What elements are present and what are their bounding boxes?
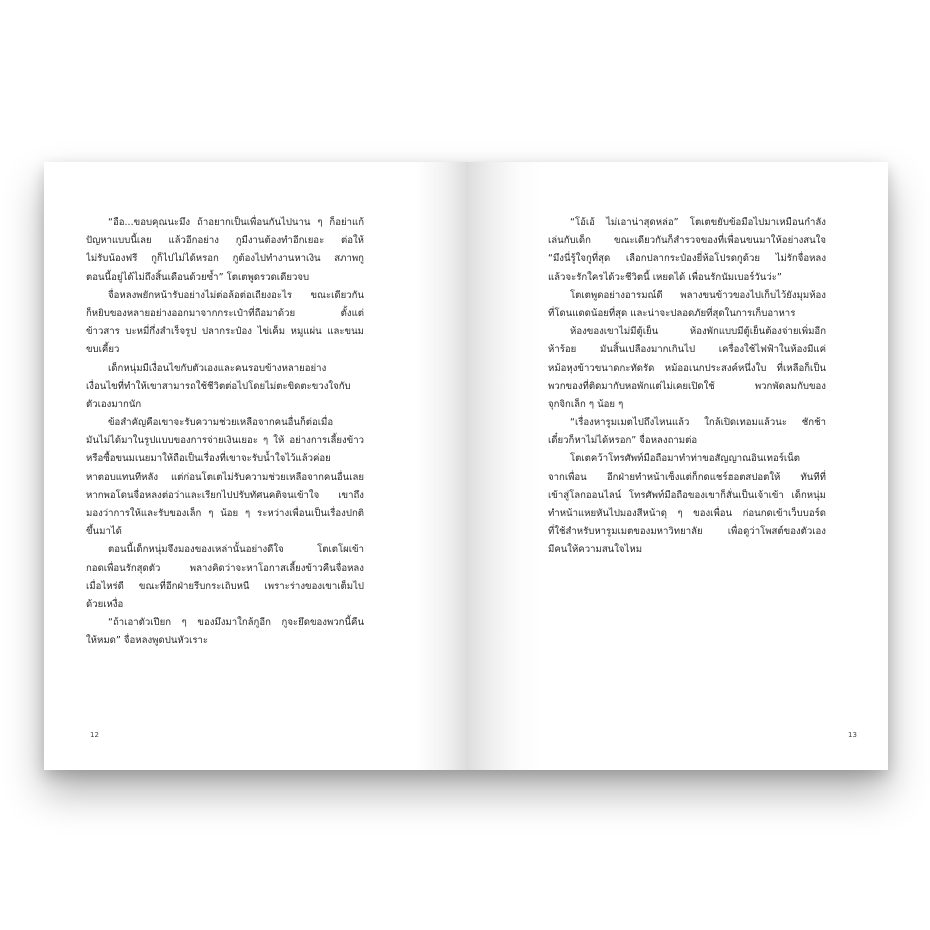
text-line: จุกจิกเล็ก ๆ น้อย ๆ [548, 398, 624, 410]
text-line: เข้าสู่โลกออนไลน์ โทรศัพท์มือถือของเขาก็สั่นเป็นเจ้าเข้า เด็กหนุ่ม [548, 489, 826, 501]
text-line: หากพอโดนจื่อหลงต่อว่าและเรียกไปปรับทัศนคติจนเข้าใจ เขาถึง [86, 489, 364, 501]
text-line: “โอ้เอ้ ไม่เอาน่าสุดหล่อ” โตเตขยับข้อมือไปมาเหมือนกำลัง [570, 217, 826, 228]
text-line: ทำหน้าแหยหันไปมองสีหน้าดุ ๆ ของเพื่อน ก่อนกดเข้าเว็บบอร์ด [548, 508, 826, 519]
text-line: ตัวเองมากนัก [86, 398, 142, 410]
text-line: แล้วจะรักใครได้วะชีวิตนี้ เหยดได้ เพื่อนรักนัมเบอร์วันว่ะ” [548, 271, 782, 283]
text-line: “อือ...ขอบคุณนะมึง ถ้าอยากเป็นเพื่อนกันไปนาน ๆ ก็อย่าแก้ [108, 217, 364, 228]
text-line: ห้องของเขาไม่มีตู้เย็น ห้องพักแบบมีตู้เย็นต้องจ่ายเพิ่มอีก [570, 326, 826, 338]
text-line: หาตอบแทนทีหลัง แต่ก่อนโตเตไม่รับความช่วยเหลือจากคนอื่นเลย [86, 471, 364, 483]
text-line: โตเตคว้าโทรศัพท์มือถือมาทำท่าขอสัญญาณอินเทอร์เน็ต [570, 453, 800, 465]
text-line: “ถ้าเอาตัวเปียก ๆ ของมึงมาใกล้กูอีก กูจะยึดของพวกนี้คืน [108, 617, 364, 629]
open-book [44, 162, 888, 770]
right-page-body-text [548, 214, 826, 560]
text-line: หรือซื้อขนมเนยมาให้ถือเป็นเรื่องที่เขาจะรับน้ำใจไว้แล้วค่อย [86, 453, 331, 465]
text-line: ด้วยเหงื่อ [86, 598, 124, 610]
text-line: “มึงนี่รู้ใจกูที่สุด เลือกปลากระป๋องยี่ห้อโปรดกูด้วย ไม่รักจื่อหลง [548, 253, 826, 265]
text-line: ตอนนี้อยู่ได้ไม่ถึงสิ้นเดือนด้วยซ้ำ” โตเตพูดรวดเดียวจบ [86, 271, 310, 283]
text-line: หม้อหุงข้าวขนาดกะทัดรัด หม้ออเนกประสงค์หนึ่งใบ ที่เหลือก็เป็น [548, 362, 826, 374]
text-line: จื่อหลงพยักหน้ารับอย่างไม่ต่อล้อต่อเถียงอะไร ขณะเดียวกัน [108, 289, 364, 301]
text-line: ขึ้นมาได้ [86, 526, 122, 538]
text-line: ที่ใช้สำหรับหารูมเมตของมหาวิทยาลัย เพื่อดูว่าโพสต์ของตัวเอง [548, 526, 826, 538]
text-line: กอดเพื่อนรักสุดตัว พลางคิดว่าจะหาโอกาสเลี้ยงข้าวคืนจื่อหลง [86, 562, 364, 574]
text-line: ขบเคี้ยว [86, 344, 120, 356]
text-line: มันไม่ได้มาในรูปแบบของการจ่ายเงินเยอะ ๆ ให้ อย่างการเลี้ยงข้าว [86, 435, 364, 447]
left-page [44, 162, 466, 770]
text-line: พวกของที่ติดมากับหอพักแต่ไม่เคยเปิดใช้ พวกพัดลมกับของ [548, 380, 826, 392]
text-line: “เรื่องหารูมเมตไปถึงไหนแล้ว ใกล้เปิดเทอมแล้วนะ ชักช้า [570, 417, 826, 429]
right-page [466, 162, 888, 770]
text-line: เดี๋ยวก็หาไม่ได้หรอก” จื่อหลงถามต่อ [548, 435, 698, 447]
text-line: มองว่าการให้และรับของเล็ก ๆ น้อย ๆ ระหว่างเพื่อนเป็นเรื่องปกติ [86, 508, 364, 519]
text-line: ให้หมด” จื่อหลงพูดปนหัวเราะ [86, 635, 209, 647]
text-line: เงื่อนไขที่ทำให้เขาสามารถใช้ชีวิตต่อไปโดยไม่ตะขิดตะขวงใจกับ [86, 380, 351, 392]
text-line: จากเพื่อน อีกฝ่ายทำหน้าเซ็งแต่ก็กดแชร์ฮอตสปอตให้ ทันทีที่ [548, 471, 826, 483]
right-page-number: 13 [848, 731, 857, 739]
text-line: เด็กหนุ่มมีเงื่อนไขกับตัวเองและคนรอบข้างหลายอย่าง [108, 362, 327, 374]
left-page-number: 12 [90, 731, 99, 739]
text-line: ก็หยิบของหลายอย่างออกมาจากกระเป๋าที่ถือมาด้วย ตั้งแต่ [86, 307, 364, 319]
text-line: ปัญหาแบบนี้เลย แล้วอีกอย่าง กูมีงานต้องทำอีกเยอะ ต่อให้ [86, 235, 364, 247]
text-line: โตเตพูดอย่างอารมณ์ดี พลางขนข้าวของไปเก็บไว้ยังมุมห้อง [570, 289, 826, 301]
text-line: เมื่อไหร่ดี ขณะที่อีกฝ่ายรีบกระเถิบหนี เพราะร่างของเขาเต็มไป [86, 580, 364, 592]
text-line: ที่โดนแดดน้อยที่สุด และน่าจะปลอดภัยที่สุดในการเก็บอาหาร [548, 307, 796, 319]
text-line: เล่นกับเด็ก ขณะเดียวกันก็สำรวจของที่เพื่อนขนมาให้อย่างสนใจ [548, 235, 826, 247]
text-line: ตอนนี้เด็กหนุ่มจึงมองของเหล่านั้นอย่างดีใจ โตเตโผเข้า [108, 544, 364, 556]
text-line: ไม่รับน้องฟรี กูก็ไปไม่ได้หรอก กูต้องไปทำงานหาเงิน สภาพกู [86, 253, 364, 265]
text-line: ข้อสำคัญคือเขาจะรับความช่วยเหลือจากคนอื่นก็ต่อเมื่อ [108, 417, 334, 429]
text-line: ข้าวสาร บะหมี่กึ่งสำเร็จรูป ปลากระป๋อง ไข่เค็ม หมูแผ่น และขนม [86, 326, 364, 338]
text-line: มีคนให้ความสนใจไหม [548, 544, 643, 556]
left-page-body-text [86, 214, 364, 651]
text-line: ห้าร้อย มันสิ้นเปลืองมากเกินไป เครื่องใช้ไฟฟ้าในห้องมีแค่ [548, 344, 826, 356]
